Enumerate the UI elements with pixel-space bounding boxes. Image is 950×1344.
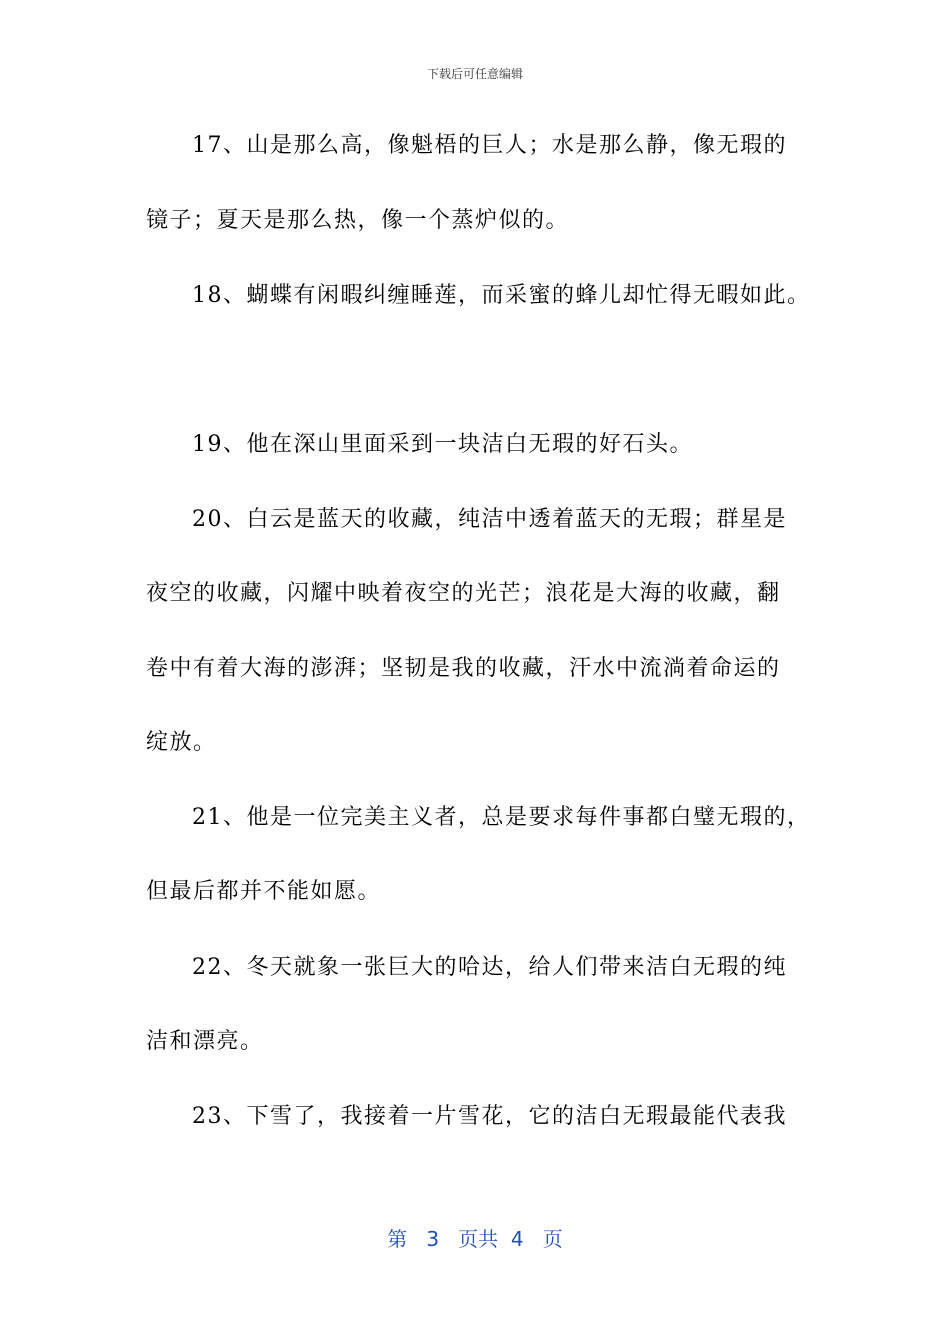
paragraph-20-line-2: 夜空的收藏，闪耀中映着夜空的光芒；浪花是大海的收藏，翻 (146, 581, 781, 606)
paragraph-17-line-1: 17、山是那么高，像魁梧的巨人；水是那么静，像无瑕的 (192, 133, 787, 158)
footer-page-suffix: 页 (542, 1227, 563, 1251)
paragraph-20-line-4: 绽放。 (146, 730, 217, 755)
paragraph-23-line-1: 23、下雪了，我接着一片雪花，它的洁白无瑕最能代表我 (192, 1104, 787, 1129)
footer-current-page: 3 (426, 1227, 440, 1251)
footer-total-pages: 4 (510, 1227, 524, 1251)
paragraph-19-line-1: 19、他在深山里面采到一块洁白无瑕的好石头。 (192, 432, 693, 457)
page-header-note: 下载后可任意编辑 (426, 67, 523, 81)
footer-page-prefix: 第 (387, 1227, 408, 1251)
paragraph-20-line-1: 20、白云是蓝天的收藏，纯洁中透着蓝天的无瑕；群星是 (192, 507, 787, 532)
footer-page-mid: 页共 (458, 1227, 499, 1251)
paragraph-18-line-1: 18、蝴蝶有闲暇纠缠睡莲，而采蜜的蜂儿却忙得无暇如此。 (192, 283, 811, 308)
page-number-footer (0, 1226, 950, 1252)
paragraph-20-line-3: 卷中有着大海的澎湃；坚韧是我的收藏，汗水中流淌着命运的 (146, 656, 781, 681)
paragraph-17-line-2: 镜子；夏天是那么热，像一个蒸炉似的。 (146, 208, 570, 233)
paragraph-22-line-2: 洁和漂亮。 (146, 1029, 264, 1054)
paragraph-21-line-2: 但最后都并不能如愿。 (146, 879, 382, 904)
paragraph-22-line-1: 22、冬天就象一张巨大的哈达，给人们带来洁白无瑕的纯 (192, 955, 787, 980)
paragraph-21-line-1: 21、他是一位完美主义者，总是要求每件事都白璧无瑕的， (192, 805, 811, 830)
